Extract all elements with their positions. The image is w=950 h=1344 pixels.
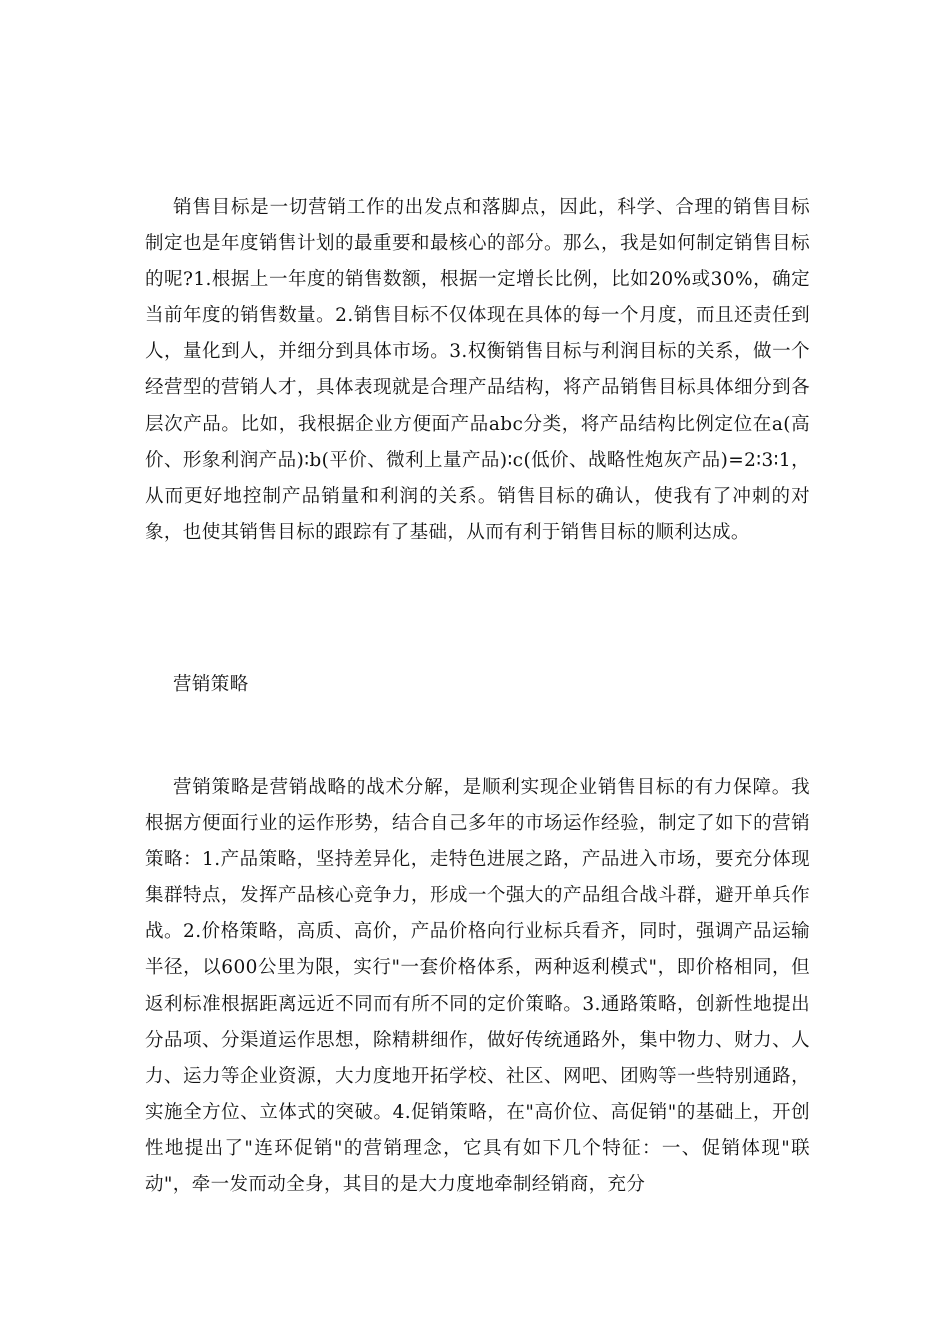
body-paragraph-marketing-strategy: 营销策略是营销战略的战术分解，是顺利实现企业销售目标的有力保障。我根据方便面行业的运作形势，结合自己多年的市场运作经验，制定了如下的营销策略：1.产品策略，坚持差异化，走特色进展之路，产品进入市场，要充分体现集群特点，发挥产品核心竞争力，形成一个强大的产品组合战斗群，避开单兵作战。2.价格策略，高质、高价，产品价格向行业标兵看齐，同时，强调产品运输半径，以600公里为限，实行"一套价格体系，两种返利模式"，即价格相同，但返利标准根据距离远近不同而有所不同的定价策略。3.通路策略，创新性地提出分品项、分渠道运作思想，除精耕细作，做好传统通路外，集中物力、财力、人力、运力等企业资源，大力度地开拓学校、社区、网吧、团购等一些特别通路，实施全方位、立体式的突破。4.促销策略，在"高价位、高促销"的基础上，开创性地提出了"连环促销"的营销理念，它具有如下几个特征：一、促销体现"联动"，牵一发而动全身，其目的是大力度地牵制经销商，充分 xyxy=(145,777,810,1196)
section-heading-marketing-strategy: 营销策略 xyxy=(173,674,249,695)
body-paragraph-sales-targets: 销售目标是一切营销工作的出发点和落脚点，因此，科学、合理的销售目标制定也是年度销售计划的最重要和最核心的部分。那么，我是如何制定销售目标的呢?1.根据上一年度的销售数额，根据一定增长比例，比如20%或30%，确定当前年度的销售数量。2.销售目标不仅体现在具体的每一个月度，而且还责任到人，量化到人，并细分到具体市场。3.权衡销售目标与利润目标的关系，做一个经营型的营销人才，具体表现就是合理产品结构，将产品销售目标具体细分到各层次产品。比如，我根据企业方便面产品abc分类，将产品结构比例定位在a(高价、形象利润产品)∶b(平价、微利上量产品)∶c(低价、战略性炮灰产品)=2∶3∶1，从而更好地控制产品销量和利润的关系。销售目标的确认，使我有了冲刺的对象，也使其销售目标的跟踪有了基础，从而有利于销售目标的顺利达成。 xyxy=(145,197,810,543)
